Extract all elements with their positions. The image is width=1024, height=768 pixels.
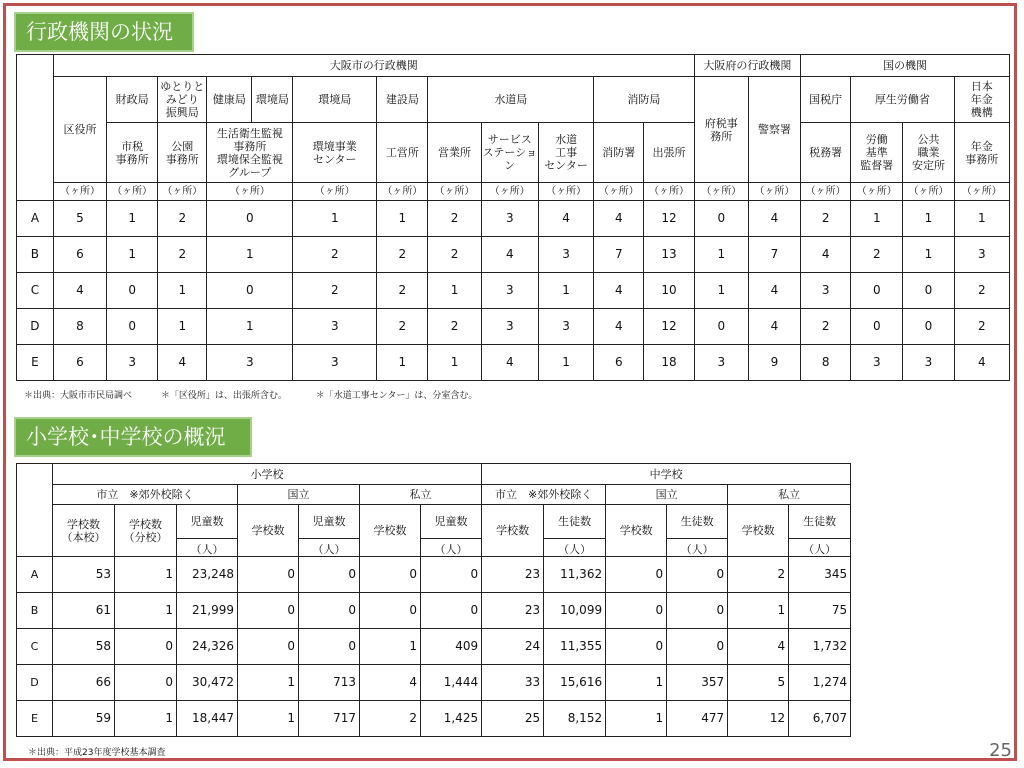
table-cell: 23 (482, 557, 544, 593)
table-cell: 717 (299, 701, 360, 737)
table-cell: 0 (115, 629, 177, 665)
header-junior: 中学校 (482, 464, 851, 485)
row-label: A (17, 557, 53, 593)
table-cell: 1 (606, 701, 667, 737)
table-cell: 1 (606, 665, 667, 701)
col-schools: 学校数 (238, 505, 299, 557)
table-cell: 1 (428, 273, 481, 309)
bureau-yutori: ゆとりと みどり 振興局 (158, 77, 207, 123)
unit-cell: （ヶ所） (107, 183, 158, 201)
bureau-suido: 水道局 (428, 77, 594, 123)
table-cell: 75 (789, 593, 851, 629)
table-cell: 0 (238, 557, 299, 593)
table-cell: 0 (107, 309, 158, 345)
row-label: E (17, 345, 54, 381)
schools-note-source: ＊出典：平成23年度学校基本調査 (28, 748, 166, 758)
table-cell: 4 (594, 273, 644, 309)
row-label: C (17, 273, 54, 309)
table-cell: 1 (728, 593, 789, 629)
table-row (17, 345, 1010, 381)
row-label: A (17, 201, 54, 237)
table-cell: 12 (728, 701, 789, 737)
table-row (17, 665, 851, 701)
table-cell: 23,248 (177, 557, 238, 593)
office-zeimu: 税務署 (801, 123, 851, 183)
table-cell: 409 (421, 629, 482, 665)
table-cell: 1 (903, 237, 954, 273)
col-pupils: 児童数 (421, 505, 482, 539)
table-cell: 23 (482, 593, 544, 629)
table-cell: 0 (238, 629, 299, 665)
table-cell: 4 (53, 273, 106, 309)
table-cell: 6 (53, 237, 106, 273)
table-cell: 2 (360, 701, 421, 737)
table-cell: 0 (851, 309, 903, 345)
header-elementary: 小学校 (53, 464, 482, 485)
table-cell: 1 (158, 309, 207, 345)
junior-national: 国立 (606, 485, 728, 505)
table-cell: 1 (903, 201, 954, 237)
unit-cell: （ヶ所） (481, 183, 538, 201)
table-cell: 13 (644, 237, 694, 273)
unit-cell: （人） (421, 539, 482, 557)
table-cell: 0 (299, 557, 360, 593)
table-cell: 4 (538, 201, 593, 237)
table-cell: 1 (158, 273, 207, 309)
bureau-kosei: 厚生労働省 (851, 77, 954, 123)
table-cell: 3 (293, 309, 377, 345)
table-cell: 0 (694, 309, 748, 345)
table-cell: 3 (903, 345, 954, 381)
government-offices-table (16, 54, 1010, 381)
table-cell: 0 (667, 557, 728, 593)
table-cell: 2 (851, 237, 903, 273)
unit-cell: （ヶ所） (801, 183, 851, 201)
table-cell: 12 (644, 201, 694, 237)
col-students: 生徒数 (544, 505, 606, 539)
table-cell: 2 (954, 309, 1009, 345)
office-shizei: 市税 事務所 (107, 123, 158, 183)
table-cell: 4 (728, 629, 789, 665)
table-cell: 1 (238, 665, 299, 701)
table-cell: 1 (694, 237, 748, 273)
bureau-zaisei: 財政局 (107, 77, 158, 123)
bureau-kankyo2: 環境局 (293, 77, 377, 123)
office-fuzei: 府税事 務所 (694, 77, 748, 183)
table-cell: 61 (53, 593, 115, 629)
row-label: D (17, 665, 53, 701)
table-cell: 21,999 (177, 593, 238, 629)
table-cell: 18,447 (177, 701, 238, 737)
table-cell: 3 (694, 345, 748, 381)
group-osaka-city: 大阪市の行政機関 (53, 55, 694, 77)
table-cell: 5 (728, 665, 789, 701)
note-kuyakusho: ＊「区役所」は、出張所含む。 (160, 391, 287, 401)
table-cell: 2 (801, 309, 851, 345)
table-cell: 3 (538, 237, 593, 273)
table-cell: 9 (748, 345, 800, 381)
table-cell: 0 (851, 273, 903, 309)
table-cell: 3 (481, 273, 538, 309)
table-cell: 1,274 (789, 665, 851, 701)
table-cell: 5 (53, 201, 106, 237)
table-cell: 0 (421, 593, 482, 629)
table-cell: 2 (293, 237, 377, 273)
table-row (17, 593, 851, 629)
table-cell: 0 (207, 201, 293, 237)
table-cell: 1 (238, 701, 299, 737)
office-koei: 工営所 (377, 123, 428, 183)
table-cell: 1 (851, 201, 903, 237)
junior-private: 私立 (728, 485, 851, 505)
col-schools-branch: 学校数 （分校） (115, 505, 177, 557)
table-cell: 345 (789, 557, 851, 593)
table-cell: 4 (748, 201, 800, 237)
row-label: D (17, 309, 54, 345)
table-cell: 11,355 (544, 629, 606, 665)
table-cell: 1 (115, 557, 177, 593)
group-osaka-pref: 大阪府の行政機関 (694, 55, 800, 77)
table-cell: 58 (53, 629, 115, 665)
table-row (17, 273, 1010, 309)
unit-cell: （人） (667, 539, 728, 557)
unit-cell: （ヶ所） (851, 183, 903, 201)
office-shobosho: 消防署 (594, 123, 644, 183)
table-row (17, 557, 851, 593)
table-cell: 3 (954, 237, 1009, 273)
table-cell: 53 (53, 557, 115, 593)
table-cell: 4 (360, 665, 421, 701)
table-cell: 33 (482, 665, 544, 701)
table-cell: 6,707 (789, 701, 851, 737)
table-row (17, 629, 851, 665)
table-cell: 0 (107, 273, 158, 309)
unit-cell: （ヶ所） (954, 183, 1009, 201)
table-cell: 11,362 (544, 557, 606, 593)
table-cell: 25 (482, 701, 544, 737)
unit-cell: （ヶ所） (694, 183, 748, 201)
col-pupils: 児童数 (299, 505, 360, 539)
row-label: B (17, 237, 54, 273)
unit-cell: （ヶ所） (377, 183, 428, 201)
table-cell: 0 (667, 629, 728, 665)
office-seikatsu: 生活衛生監視 事務所 環境保全監視 グループ (207, 123, 293, 183)
office-koen: 公園 事務所 (158, 123, 207, 183)
table-cell: 2 (428, 201, 481, 237)
table-cell: 1 (538, 273, 593, 309)
table-cell: 2 (428, 237, 481, 273)
unit-row (17, 183, 1010, 201)
bureau-kensetsu: 建設局 (377, 77, 428, 123)
table-cell: 1 (377, 345, 428, 381)
elem-national: 国立 (238, 485, 360, 505)
col-students: 生徒数 (667, 505, 728, 539)
table-cell: 4 (481, 345, 538, 381)
table-cell: 4 (748, 273, 800, 309)
unit-cell: （ヶ所） (594, 183, 644, 201)
unit-cell: （ヶ所） (644, 183, 694, 201)
table-cell: 1 (954, 201, 1009, 237)
table-cell: 3 (293, 345, 377, 381)
table-cell: 0 (903, 273, 954, 309)
section-heading-schools: 小学校･中学校の概況 (14, 417, 252, 457)
elem-municipal: 市立 ※郊外校除く (53, 485, 238, 505)
office-kankyo-center: 環境事業 センター (293, 123, 377, 183)
table-row (17, 201, 1010, 237)
table-cell: 30,472 (177, 665, 238, 701)
table-cell: 4 (594, 309, 644, 345)
row-label: C (17, 629, 53, 665)
table-cell: 8,152 (544, 701, 606, 737)
row-label: B (17, 593, 53, 629)
unit-cell: （人） (299, 539, 360, 557)
government-offices-body (17, 201, 1010, 381)
office-kuyakusho: 区役所 (53, 77, 106, 183)
table-cell: 0 (360, 593, 421, 629)
table-cell: 8 (801, 345, 851, 381)
unit-cell: （ヶ所） (538, 183, 593, 201)
table-cell: 4 (594, 201, 644, 237)
table-cell: 1 (538, 345, 593, 381)
row-label: E (17, 701, 53, 737)
col-students: 生徒数 (789, 505, 851, 539)
office-rodo: 労働 基準 監督署 (851, 123, 903, 183)
unit-cell: （人） (177, 539, 238, 557)
page-number: 25 (989, 740, 1012, 761)
unit-cell: （人） (789, 539, 851, 557)
bureau-kokuzei: 国税庁 (801, 77, 851, 123)
unit-cell: （ヶ所） (293, 183, 377, 201)
corner-cell (17, 55, 54, 201)
table-cell: 0 (606, 557, 667, 593)
table-cell: 357 (667, 665, 728, 701)
schools-body (17, 557, 851, 737)
section-heading-government: 行政機関の状況 (14, 12, 194, 52)
table-cell: 66 (53, 665, 115, 701)
table-cell: 0 (299, 629, 360, 665)
table-cell: 1 (360, 629, 421, 665)
table-cell: 2 (158, 201, 207, 237)
bureau-kankyo1: 環境局 (252, 77, 293, 123)
table-cell: 12 (644, 309, 694, 345)
table-cell: 4 (954, 345, 1009, 381)
table-cell: 4 (481, 237, 538, 273)
table-cell: 4 (748, 309, 800, 345)
table-cell: 3 (801, 273, 851, 309)
schools-table (16, 463, 851, 737)
col-schools: 学校数 (482, 505, 544, 557)
office-suido-center: 水道 工事 センター (538, 123, 593, 183)
col-schools: 学校数 (728, 505, 789, 557)
table-cell: 477 (667, 701, 728, 737)
table-cell: 1 (107, 237, 158, 273)
table-cell: 1,425 (421, 701, 482, 737)
table-cell: 2 (801, 201, 851, 237)
table-cell: 59 (53, 701, 115, 737)
table-cell: 0 (360, 557, 421, 593)
table-cell: 0 (606, 629, 667, 665)
table-cell: 1 (115, 593, 177, 629)
table-cell: 1,732 (789, 629, 851, 665)
unit-cell: （ヶ所） (903, 183, 954, 201)
table-cell: 0 (421, 557, 482, 593)
office-service: サービス ステーション (481, 123, 538, 183)
table-cell: 1,444 (421, 665, 482, 701)
table-cell: 10 (644, 273, 694, 309)
table-cell: 0 (694, 201, 748, 237)
table-cell: 2 (377, 309, 428, 345)
group-national: 国の機関 (801, 55, 1010, 77)
table-cell: 8 (53, 309, 106, 345)
table-cell: 7 (748, 237, 800, 273)
table-row (17, 701, 851, 737)
table-cell: 7 (594, 237, 644, 273)
table-cell: 2 (428, 309, 481, 345)
table-cell: 2 (293, 273, 377, 309)
office-shokugyo: 公共 職業 安定所 (903, 123, 954, 183)
table-cell: 0 (903, 309, 954, 345)
table-cell: 6 (53, 345, 106, 381)
unit-cell: （人） (544, 539, 606, 557)
table-cell: 3 (107, 345, 158, 381)
table-cell: 713 (299, 665, 360, 701)
table-cell: 24 (482, 629, 544, 665)
bureau-shobo: 消防局 (594, 77, 694, 123)
note-source: ＊出典：大阪市市民局調べ (24, 391, 133, 401)
table-cell: 1 (377, 201, 428, 237)
unit-cell: （ヶ所） (207, 183, 293, 201)
table-cell: 10,099 (544, 593, 606, 629)
unit-cell: （ヶ所） (748, 183, 800, 201)
col-schools-main: 学校数 （本校） (53, 505, 115, 557)
table-cell: 1 (115, 701, 177, 737)
table-cell: 4 (158, 345, 207, 381)
office-shucchojo: 出張所 (644, 123, 694, 183)
bureau-kenko: 健康局 (207, 77, 252, 123)
table-cell: 1 (207, 237, 293, 273)
table-cell: 1 (694, 273, 748, 309)
unit-cell: （ヶ所） (158, 183, 207, 201)
table-cell: 1 (428, 345, 481, 381)
table-cell: 3 (851, 345, 903, 381)
table-cell: 1 (107, 201, 158, 237)
table-cell: 0 (238, 593, 299, 629)
table-cell: 0 (115, 665, 177, 701)
table-cell: 0 (299, 593, 360, 629)
table-cell: 0 (606, 593, 667, 629)
table-cell: 2 (377, 273, 428, 309)
table-cell: 3 (538, 309, 593, 345)
bureau-nenkin: 日本 年金 機構 (954, 77, 1009, 123)
table-cell: 15,616 (544, 665, 606, 701)
table-cell: 3 (207, 345, 293, 381)
table-cell: 0 (667, 593, 728, 629)
table-cell: 2 (954, 273, 1009, 309)
note-suido: ＊「水道工事センター」は、分室含む。 (315, 391, 478, 401)
table-cell: 1 (207, 309, 293, 345)
table-cell: 24,326 (177, 629, 238, 665)
elem-private: 私立 (360, 485, 482, 505)
table-cell: 1 (293, 201, 377, 237)
table-cell: 3 (481, 201, 538, 237)
table-cell: 2 (728, 557, 789, 593)
table-cell: 4 (801, 237, 851, 273)
col-schools: 学校数 (606, 505, 667, 557)
table-cell: 0 (207, 273, 293, 309)
office-nenkin: 年金 事務所 (954, 123, 1009, 183)
corner-cell (17, 464, 53, 557)
table-cell: 3 (481, 309, 538, 345)
table-row (17, 237, 1010, 273)
government-notes (24, 388, 503, 401)
table-row (17, 309, 1010, 345)
office-eigyo: 営業所 (428, 123, 481, 183)
office-keisatsu: 警察署 (748, 77, 800, 183)
junior-municipal: 市立 ※郊外校除く (482, 485, 606, 505)
table-cell: 2 (158, 237, 207, 273)
unit-cell: （ヶ所） (428, 183, 481, 201)
unit-cell: （ヶ所） (53, 183, 106, 201)
table-cell: 6 (594, 345, 644, 381)
table-cell: 2 (377, 237, 428, 273)
table-cell: 18 (644, 345, 694, 381)
col-pupils: 児童数 (177, 505, 238, 539)
col-schools: 学校数 (360, 505, 421, 557)
